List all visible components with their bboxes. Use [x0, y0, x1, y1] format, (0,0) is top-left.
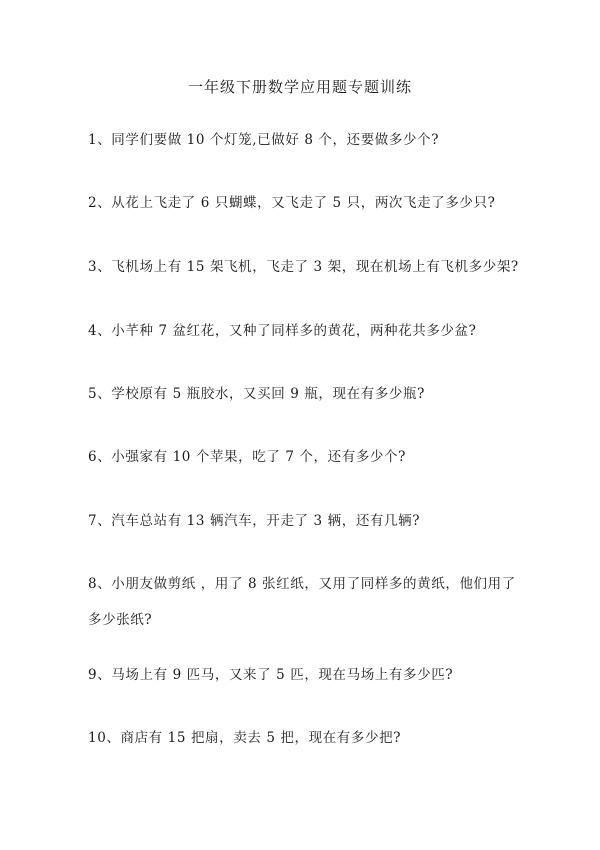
question-8 — [88, 566, 528, 638]
question-7: 7、汽车总站有 13 辆汽车，开走了 3 辆，还有几辆? — [88, 513, 421, 529]
question-5: 5、学校原有 5 瓶胶水，又买回 9 瓶，现在有多少瓶? — [88, 386, 425, 402]
question-1: 1、同学们要做 10 个灯笼,已做好 8 个，还要做多少个? — [88, 132, 440, 148]
question-8-line-1: 8、小朋友做剪纸 ，用了 8 张红纸，又用了同样多的黄纸，他们用了 — [88, 576, 516, 592]
question-3: 3、飞机场上有 15 架飞机，飞走了 3 架，现在机场上有飞机多少架? — [88, 259, 519, 275]
question-8-line-2: 多少张纸? — [88, 612, 153, 628]
question-4: 4、小芊种 7 盆红花，又种了同样多的黄花，两种花共多少盆? — [88, 323, 477, 339]
question-10: 10、商店有 15 把扇，卖去 5 把，现在有多少把? — [88, 730, 402, 746]
question-9: 9、马场上有 9 匹马，又来了 5 匹，现在马场上有多少匹? — [88, 667, 454, 683]
question-2: 2、从花上飞走了 6 只蝴蝶，又飞走了 5 只，两次飞走了多少只? — [88, 195, 496, 211]
page-title: 一年级下册数学应用题专题训练 — [187, 78, 412, 96]
question-6: 6、小强家有 10 个苹果，吃了 7 个，还有多少个? — [88, 449, 406, 465]
